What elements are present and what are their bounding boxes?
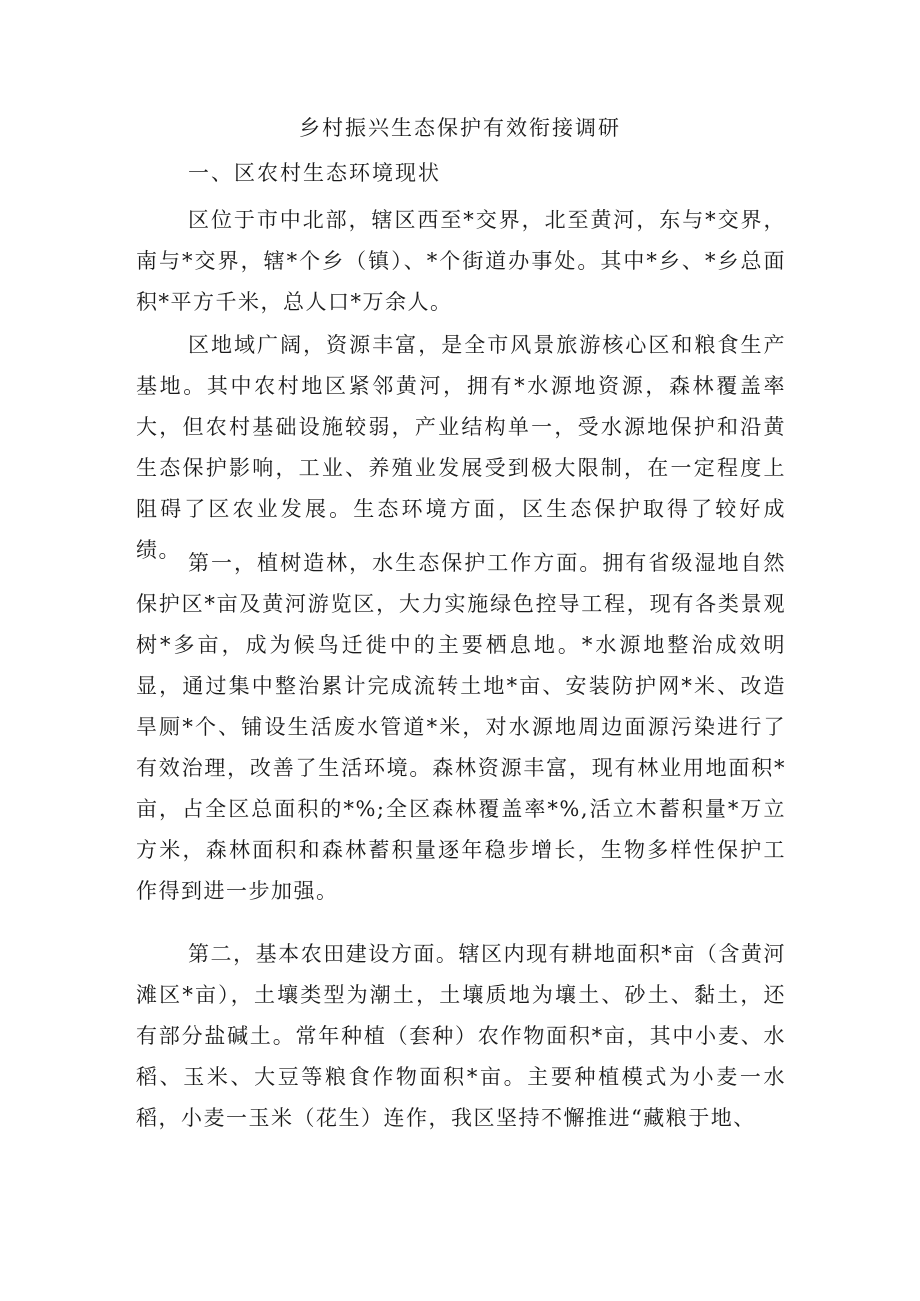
section-heading: 一、区农村生态环境现状 bbox=[188, 161, 441, 185]
document-title: 乡村振兴生态保护有效衔接调研 bbox=[299, 116, 621, 140]
paragraph-overview: 区地域广阔，资源丰富，是全市风景旅游核心区和粮食生产基地。其中农村地区紧邻黄河，拥有*水源地资源，森林覆盖率大，但农村基础设施较弱，产业结构单一，受水源地保护和沿黄生态保护影响，工业、养殖业发展受到极大限制，在一定程度上阻碍了区农业发展。生态环境方面，区生态保护取得了较好成绩。 bbox=[136, 333, 786, 562]
paragraph-location: 区位于市中北部，辖区西至*交界，北至黄河，东与*交界，南与*交界，辖*个乡（镇）、*个街道办事处。其中*乡、*乡总面积*平方千米，总人口*万余人。 bbox=[136, 208, 786, 314]
paragraph-farmland: 第二，基本农田建设方面。辖区内现有耕地面积*亩（含黄河滩区*亩），土壤类型为潮土，土壤质地为壤土、砂土、黏土，还有部分盐碱土。常年种植（套种）农作物面积*亩，其中小麦、水稻、玉米、大豆等粮食作物面积*亩。主要种植模式为小麦一水稻，小麦一玉米（花生）连作，我区坚持不懈推进“藏粮于地、 bbox=[136, 942, 786, 1130]
paragraph-forestry: 第一，植树造林，水生态保护工作方面。拥有省级湿地自然保护区*亩及黄河游览区，大力实施绿色控导工程，现有各类景观树*多亩，成为候鸟迁徙中的主要栖息地。*水源地整治成效明显，通过集中整治累计完成流转土地*亩、安装防护网*米、改造旱厕*个、铺设生活废水管道*米，对水源地周边面源污染进行了有效治理，改善了生活环境。森林资源丰富，现有林业用地面积*亩，占全区总面积的*%;全区森林覆盖率*%,活立木蓄积量*万立方米，森林面积和森林蓄积量逐年稳步增长，生物多样性保护工作得到进一步加强。 bbox=[136, 551, 786, 903]
